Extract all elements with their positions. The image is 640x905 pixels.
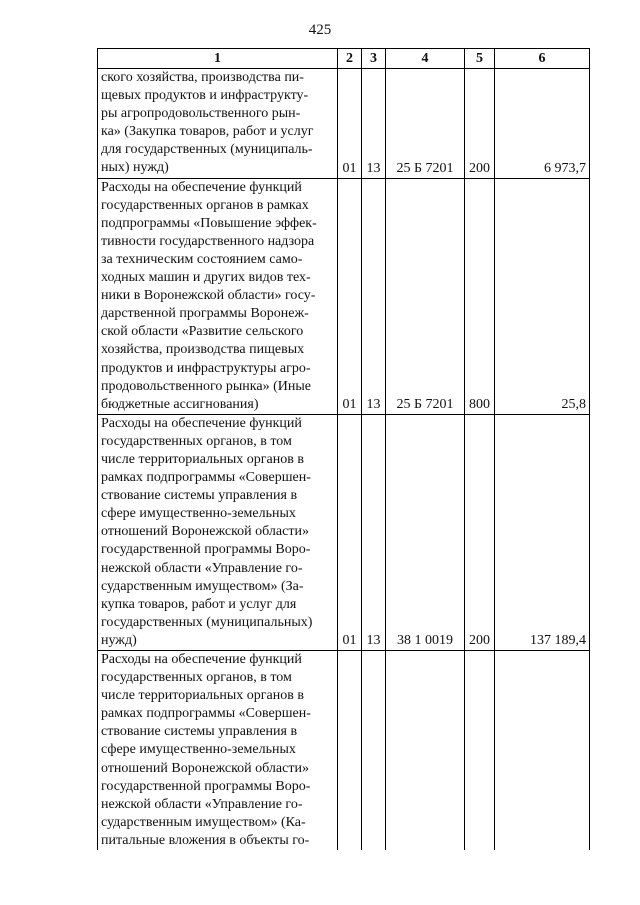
- section-code: 01: [338, 69, 362, 179]
- row-description: Расходы на обеспечение функций государственных органов, в том числе территориальных органов в рамках подпрограммы «Совершен- ствование системы управления в сфере имущественно-земельных отношений Воронежской области» государственной программы Воро- нежской области «Управление го- сударственным имуществом» (За- купка товаров, работ и услуг для государственных (муниципальных) нужд): [101, 415, 313, 648]
- expense-type-code: 800: [465, 178, 495, 414]
- subsection-code: 13: [362, 69, 386, 179]
- row-description: Расходы на обеспечение функций государственных органов, в том числе территориальных органов в рамках подпрограммы «Совершен- ствование системы управления в сфере имущественно-земельных отношений Воронежской области» государственной программы Воро- нежской области «Управление го- сударственным имуществом» (Ка- питальные вложения в объекты го-: [101, 652, 311, 848]
- table-row: [98, 178, 590, 414]
- expense-type-code: 200: [465, 414, 495, 650]
- section-code: 01: [338, 178, 362, 414]
- expense-type-code: 200: [465, 69, 495, 179]
- section-code: [338, 651, 362, 851]
- table-row: [98, 651, 590, 851]
- target-article-code: 25 Б 7201: [386, 69, 465, 179]
- subsection-code: 13: [362, 414, 386, 650]
- amount-value: [495, 651, 590, 851]
- target-article-code: 38 1 0019: [386, 414, 465, 650]
- row-description-cell: [98, 69, 338, 179]
- amount-value: 25,8: [495, 178, 590, 414]
- amount-value: 6 973,7: [495, 69, 590, 179]
- budget-table: [97, 48, 590, 850]
- amount-value: 137 189,4: [495, 414, 590, 650]
- subsection-code: 13: [362, 178, 386, 414]
- row-description-cell: [98, 414, 338, 650]
- table-row: [98, 414, 590, 650]
- section-code: 01: [338, 414, 362, 650]
- column-header: 1: [98, 49, 338, 69]
- table-header-row: [98, 49, 590, 69]
- row-description: Расходы на обеспечение функций государственных органов в рамках подпрограммы «Повышение эффек- тивности государственного надзора за техническим состоянием само- ходных машин и других видов тех- ники в Воронежской области» госу- дарственной программы Воронеж- ской области «Развитие сельского хозяйства, производства пищевых продуктов и инфраструктуры агро- продовольственного рынка» (Иные бюджетные ассигнования): [101, 179, 317, 412]
- column-header: 6: [495, 49, 590, 69]
- column-header: 5: [465, 49, 495, 69]
- table-row: [98, 69, 590, 179]
- row-description-cell: [98, 178, 338, 414]
- row-description-cell: [98, 651, 338, 851]
- column-header: 4: [386, 49, 465, 69]
- column-header: 3: [362, 49, 386, 69]
- target-article-code: [386, 651, 465, 851]
- page-number: 425: [308, 22, 332, 38]
- row-description: ского хозяйства, производства пи- щевых продуктов и инфраструкту- ры агропродовольственного рын- ка» (Закупка товаров, работ и услуг для государственных (муниципаль- ных) нужд): [101, 70, 314, 176]
- target-article-code: 25 Б 7201: [386, 178, 465, 414]
- column-header: 2: [338, 49, 362, 69]
- subsection-code: [362, 651, 386, 851]
- expense-type-code: [465, 651, 495, 851]
